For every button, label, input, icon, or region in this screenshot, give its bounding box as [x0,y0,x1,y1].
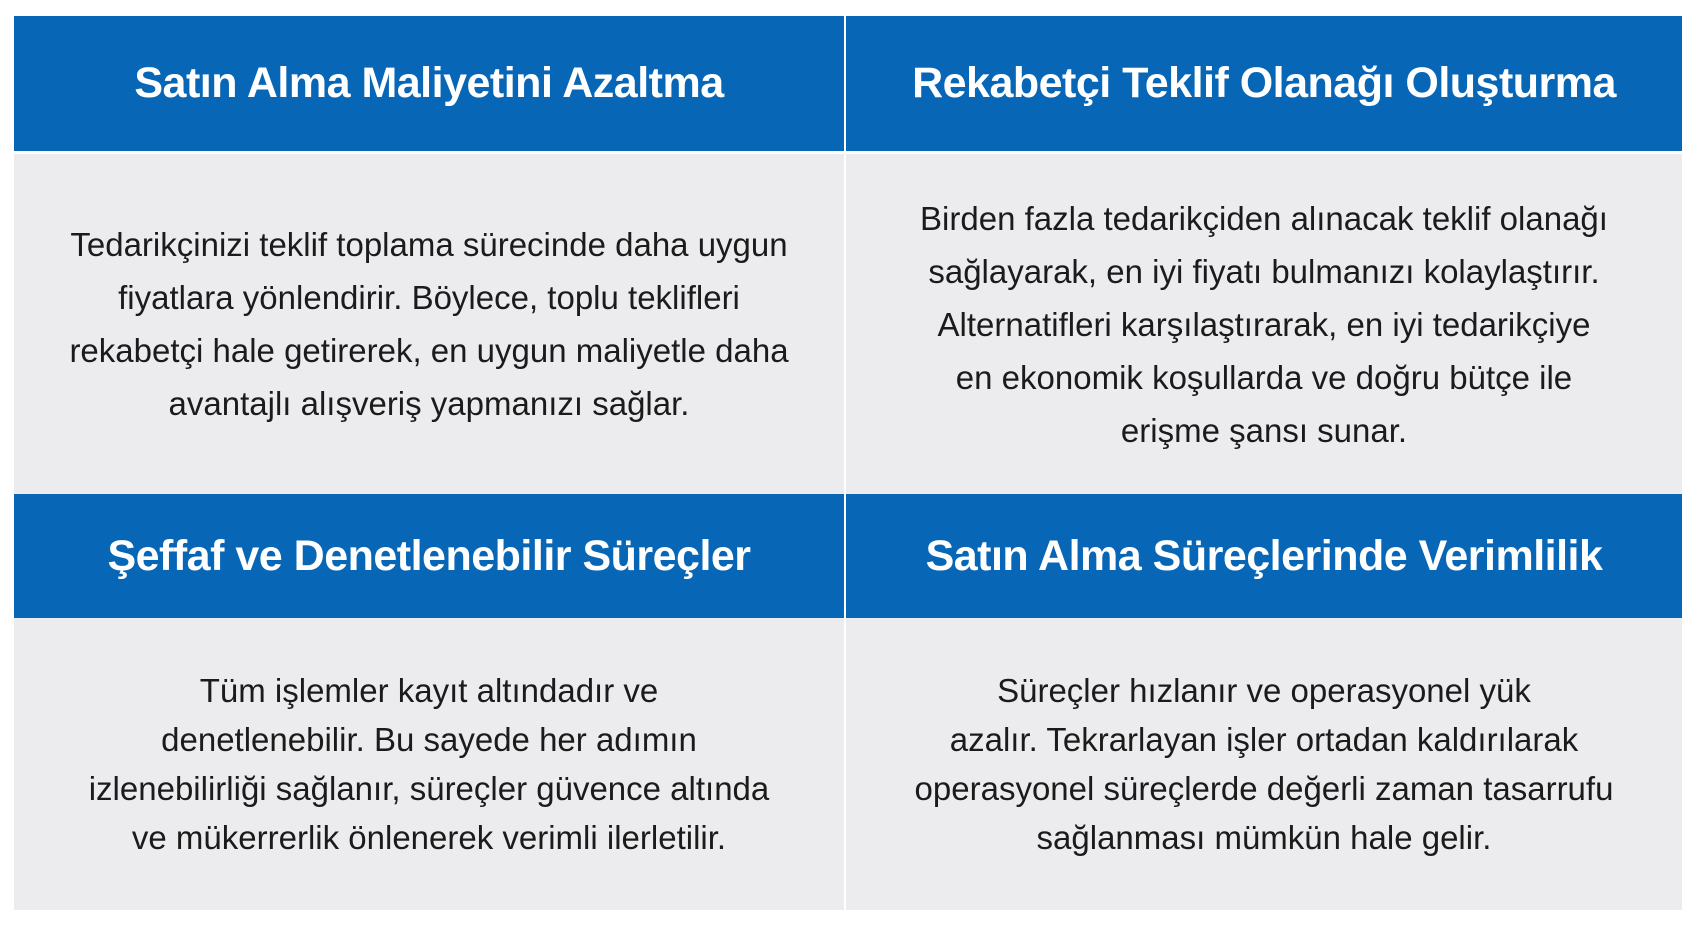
card-title-transparent-processes: Şeffaf ve Denetlenebilir Süreçler [14,494,844,618]
card-title-efficiency: Satın Alma Süreçlerinde Verimlilik [846,494,1682,618]
card-body-efficiency [846,618,1682,910]
card-title-competitive-offer: Rekabetçi Teklif Olanağı Oluşturma [846,16,1682,151]
benefits-grid [14,16,1682,910]
card-text-competitive-offer: Birden fazla tedarikçiden alınacak teklif olanağı sağlayarak, en iyi fiyatı bulmanızı kolaylaştırır. Alternatifleri karşılaştırarak, en iyi tedarikçiye en ekonomik koşullarda ve doğru bütçe ile erişme şansı sunar. [920,199,1608,449]
card-text-efficiency: Süreçler hızlanır ve operasyonel yük azalır. Tekrarlayan işler ortadan kaldırılarak operasyonel süreçlerde değerli zaman tasarrufu sağlanması mümkün hale gelir. [914,672,1614,856]
card-body-transparent-processes [14,618,844,910]
card-text-transparent-processes: Tüm işlemler kayıt altındadır ve denetlenebilir. Bu sayede her adımın izlenebilirliği sağlanır, süreçler güvence altında ve mükerrerlik önlenerek verimli ilerletilir. [88,672,770,856]
card-title-cost-reduction: Satın Alma Maliyetini Azaltma [14,16,844,151]
card-body-cost-reduction [14,154,844,494]
card-text-cost-reduction: Tedarikçinizi teklif toplama sürecinde daha uygun fiyatlara yönlendirir. Böylece, toplu teklifleri rekabetçi hale getirerek, en uygun maliyetle daha avantajlı alışveriş yapmanızı sağlar. [69,226,789,422]
card-body-competitive-offer [846,154,1682,494]
